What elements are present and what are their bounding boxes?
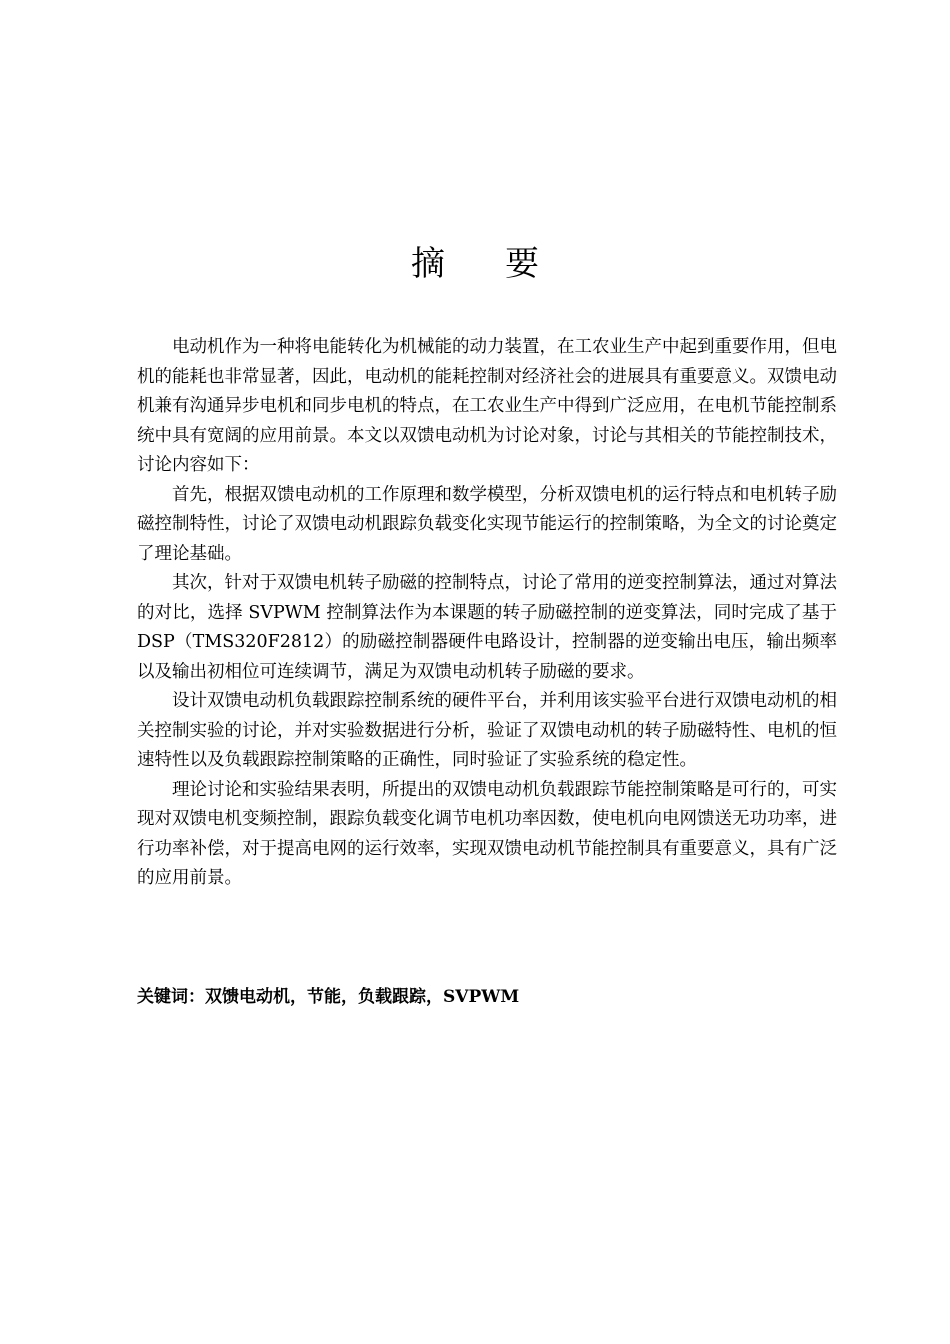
abstract-paragraph-3: 其次，针对于双馈电机转子励磁的控制特点，讨论了常用的逆变控制算法，通过对算法的对比，选择 SVPWM 控制算法作为本课题的转子励磁控制的逆变算法，同时完成了基于 DSP（TMS320F2812）的励磁控制器硬件电路设计，控制器的逆变输出电压，输出频率以及输出初相位可连续调节，满足为双馈电动机转子励磁的要求。 (137, 573, 837, 682)
abstract-body (137, 333, 837, 894)
abstract-paragraph-2: 首先，根据双馈电动机的工作原理和数学模型，分析双馈电机的运行特点和电机转子励磁控制特性，讨论了双馈电动机跟踪负载变化实现节能运行的控制策略，为全文的讨论奠定了理论基础。 (137, 484, 837, 564)
abstract-paragraph-5: 理论讨论和实验结果表明，所提出的双馈电动机负载跟踪节能控制策略是可行的，可实现对双馈电机变频控制，跟踪负载变化调节电机功率因数，使电机向电网馈送无功功率，进行功率补偿，对于提高电网的运行效率，实现双馈电动机节能控制具有重要意义，具有广泛的应用前景。 (137, 779, 837, 888)
keywords-line: 关键词：双馈电动机，节能，负载跟踪，SVPWM (137, 987, 520, 1007)
abstract-paragraph-4: 设计双馈电动机负载跟踪控制系统的硬件平台，并利用该实验平台进行双馈电动机的相关控制实验的讨论，并对实验数据进行分析，验证了双馈电动机的转子励磁特性、电机的恒速特性以及负载跟踪控制策略的正确性，同时验证了实验系统的稳定性。 (137, 691, 837, 770)
abstract-paragraph-1: 电动机作为一种将电能转化为机械能的动力装置，在工农业生产中起到重要作用，但电机的能耗也非常显著，因此，电动机的能耗控制对经济社会的进展具有重要意义。双馈电动机兼有沟通异步电机和同步电机的特点，在工农业生产中得到广泛应用，在电机节能控制系统中具有宽阔的应用前景。本文以双馈电动机为讨论对象，讨论与其相关的节能控制技术，讨论内容如下： (137, 337, 837, 475)
page-title: 摘要 (411, 244, 599, 284)
